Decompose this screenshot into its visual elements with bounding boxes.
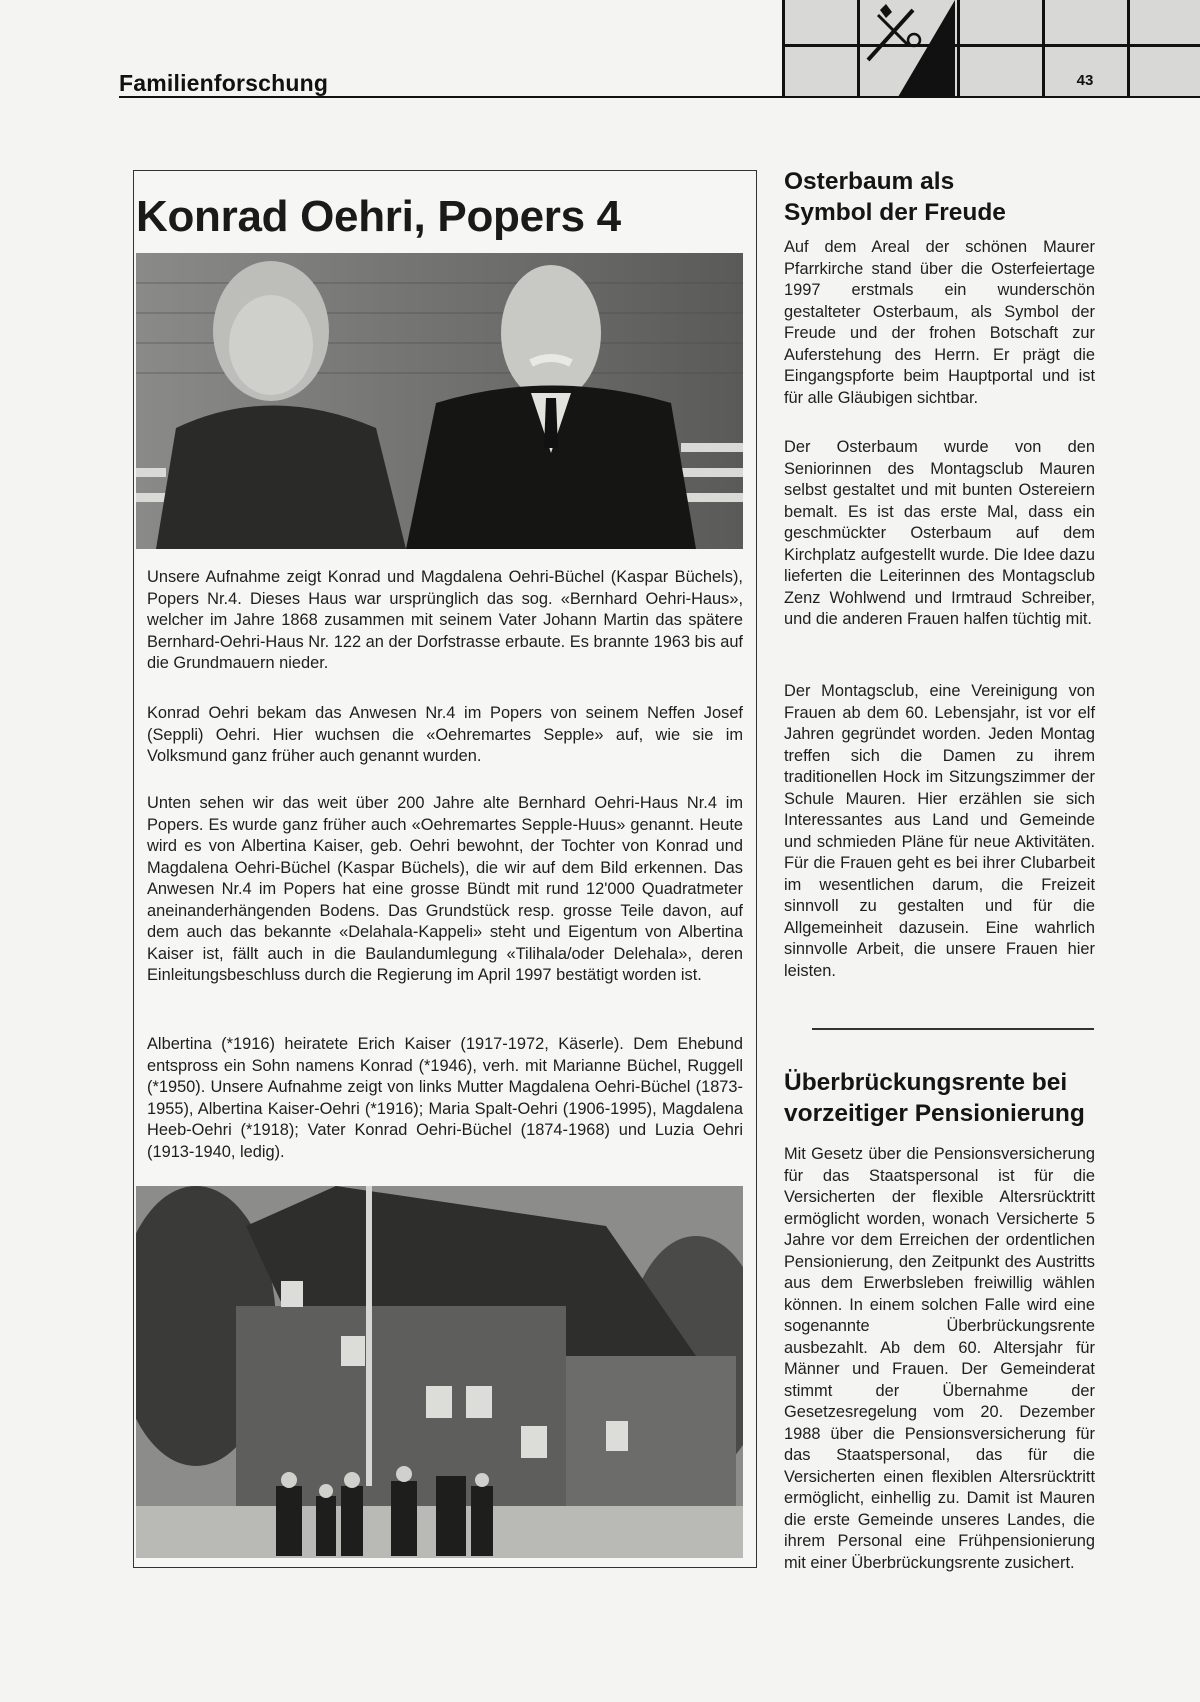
article-paragraph: Unten sehen wir das weit über 200 Jahre alte Bernhard Oehri-Haus Nr.4 im Popers. Es wurde ganz früher auch «Oehremartes Sepple-Huus» genannt. Heute wird es von Albertina Kaiser, geb. Oehri bewohnt, der Tochter von Konrad und Magdalena Oehri-Büchel (Kaspar Büchels), die wir auf dem Bild erkennen. Das Anwesen Nr.4 im Popers hat eine grosse Bündt mit rund 12'000 Quadratmeter aneinanderhängenden Bodens. Das Grundstück resp. grosse Teile davon, auf dem auch das bekannte «Delahala-Kappeli» steht und Eigentum von Albertina Kaiser ist, fällt auch in die Baulandumlegung «Tilihala/oder Delehala», deren Einleitungsbeschluss durch die Regierung im April 1997 bestätigt worden ist.: [147, 794, 743, 984]
sidebar-divider: [812, 1028, 1094, 1030]
house-photo: [136, 1186, 743, 1558]
osterbaum-heading: [784, 166, 1114, 228]
osterbaum-paragraph: Der Montagsclub, eine Vereinigung von Frauen ab dem 60. Lebensjahr, ist vor elf Jahren gegründet worden. Jeden Montag treffen sich die Damen zu ihrem traditionellen Hock im Sitzungszimmer der Schule Mauren. Hier erzählen sie sich Interessantes aus Land und Gemeinde und schmieden Pläne für neue Aktivitäten. Für die Frauen geht es bei ihrer Clubarbeit im wesentlichen darum, die Freizeit sinnvoll zu gestalten und für die Allgemeinheit dazusein. Eine wahrlich sinnvolle Arbeit, die unsere Frauen hier leisten.: [784, 682, 1095, 980]
page-number: 43: [1076, 72, 1094, 89]
pension-heading: [784, 1067, 1114, 1129]
pension-heading-line1: Überbrückungsrente bei: [784, 1069, 1068, 1096]
pension-paragraph: Mit Gesetz über die Pensionsversicherung für das Staatspersonal ist für die Versicherten der flexible Altersrücktritt ermöglicht worden, wonach Versicherte 5 Jahre vor dem Erreichen der ordentlichen Pensionierung, den Zeitpunkt des Austritts aus dem Erwerbsleben freiwillig wählen können. In einem solchen Falle wird eine sogenannte Überbrückungsrente ausbezahlt. Ab dem 60. Altersjahr für Männer und Frauen. Der Gemeinderat stimmt der Übernahme der Gesetzesregelung vom 20. Dezember 1988 über die Pensionsversicherung für das Staatspersonal, das für die Versicherten einen flexiblen Altersrücktritt ermöglicht, einhellig zu. Damit ist Mauren die erste Gemeinde unseres Landes, die ihrem Personal eine Frühpensionierung mit einer Überbrückungsrente zusichert.: [784, 1145, 1095, 1572]
header-rule: [119, 96, 1200, 98]
article-paragraph: Unsere Aufnahme zeigt Konrad und Magdalena Oehri-Büchel (Kaspar Büchels), Popers Nr.4. Dieses Haus war ursprünglich das sog. «Bernhard Oehri-Haus», welcher im Jahre 1868 zusammen mit seinem Vater Johann Martin das spätere Bernhard-Oehri-Haus Nr. 122 an der Dorfstrasse erbaute. Es brannte 1963 bis auf die Grundmauern nieder.: [147, 568, 743, 672]
header-grid-ornament: [782, 0, 1200, 97]
pension-heading-line2: vorzeitiger Pensionierung: [784, 1100, 1085, 1127]
osterbaum-paragraph: Auf dem Areal der schönen Maurer Pfarrkirche stand über die Osterfeiertage 1997 erstmals ein wunderschön gestalteter Osterbaum, als Symbol der Freude und der frohen Botschaft zur Auferstehung des Herrn. Er prägt die Eingangspforte beim Hauptportal und ist für alle Gläubigen sichtbar.: [784, 238, 1095, 407]
couple-photo: [136, 253, 743, 549]
article-paragraph: Konrad Oehri bekam das Anwesen Nr.4 im Popers von seinem Neffen Josef (Seppli) Oehri. Hier wuchsen die «Oehremartes Sepple» auf, wie sie im Volksmund ganz früher auch genannt wurden.: [147, 704, 743, 765]
section-label: Familienforschung: [119, 70, 329, 96]
osterbaum-heading-line2: Symbol der Freude: [784, 199, 1006, 226]
osterbaum-paragraph: Der Osterbaum wurde von den Seniorinnen des Montagsclub Mauren selbst gestaltet und mit bunten Ostereiern bemalt. Es ist das erste Mal, dass ein geschmückter Osterbaum auf dem Kirchplatz aufgestellt wurde. Die Idee dazu lieferten die Leiterinnen des Montagsclub Zenz Wohlwend und Irmtraud Schreiber, und die anderen Frauen halfen tüchtig mit.: [784, 438, 1095, 628]
article-paragraph: Albertina (*1916) heiratete Erich Kaiser (1917-1972, Käserle). Dem Ehebund entspross ein Sohn namens Konrad (*1946), verh. mit Marianne Büchel, Ruggell (*1950). Unsere Aufnahme zeigt von links Mutter Magdalena Oehri-Büchel (1873-1955), Albertina Kaiser-Oehri (*1916); Maria Spalt-Oehri (1906-1995), Magdalena Heeb-Oehri (*1918); Vater Konrad Oehri-Büchel (1874-1968) und Luzia Oehri (1913-1940, ledig).: [147, 1035, 743, 1161]
article-title: Konrad Oehri, Popers 4: [136, 192, 621, 241]
osterbaum-heading-line1: Osterbaum als: [784, 168, 955, 195]
municipal-crest-icon: [858, 0, 955, 97]
